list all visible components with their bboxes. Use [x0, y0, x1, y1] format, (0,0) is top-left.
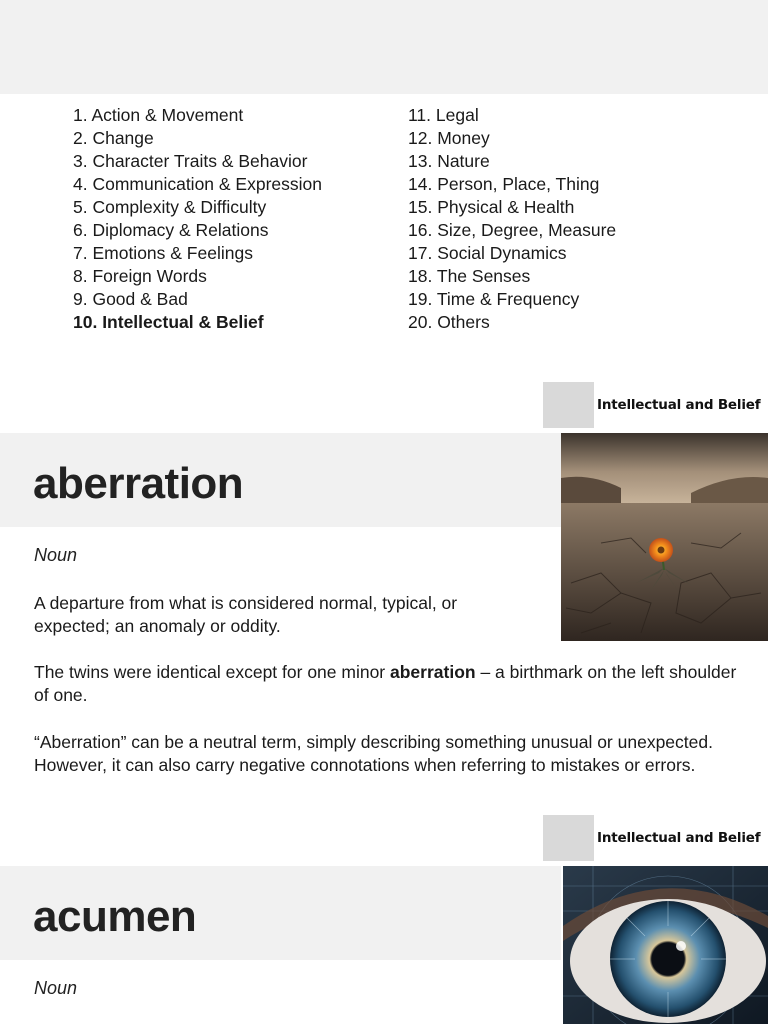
- definition-text: A departure from what is considered normal, typical, or expected; an anomaly or oddity.: [34, 593, 458, 636]
- category-tag: [543, 382, 768, 428]
- part-of-speech: Noun: [34, 545, 78, 565]
- category-tag-label: Intellectual and Belief: [597, 397, 761, 413]
- category-link[interactable]: 20. Others: [408, 312, 490, 332]
- category-link[interactable]: 12. Money: [408, 128, 490, 148]
- category-link[interactable]: 9. Good & Bad: [73, 289, 188, 309]
- category-link[interactable]: 7. Emotions & Feelings: [73, 243, 253, 263]
- eye-illustration: [563, 866, 768, 1024]
- entry-word-title: acumen: [33, 892, 197, 941]
- category-tag: [543, 815, 768, 861]
- category-link[interactable]: 13. Nature: [408, 151, 490, 171]
- example-text-before: The twins were identical except for one minor: [34, 662, 390, 682]
- category-link[interactable]: 19. Time & Frequency: [408, 289, 580, 309]
- entry-word-title: aberration: [33, 459, 244, 508]
- category-list-right: [408, 104, 616, 334]
- category-link[interactable]: 1. Action & Movement: [73, 105, 244, 125]
- category-link[interactable]: 8. Foreign Words: [73, 266, 207, 286]
- example-text-after: – a birthmark on the left shoulder of one.: [34, 662, 737, 705]
- category-link[interactable]: 18. The Senses: [408, 266, 531, 286]
- category-link[interactable]: 11. Legal: [408, 105, 479, 125]
- top-header-bar: [0, 0, 768, 94]
- category-link[interactable]: 6. Diplomacy & Relations: [73, 220, 269, 240]
- desert-flower-illustration: [561, 433, 768, 641]
- category-link[interactable]: 15. Physical & Health: [408, 197, 575, 217]
- category-link[interactable]: 14. Person, Place, Thing: [408, 174, 600, 194]
- category-link[interactable]: 5. Complexity & Difficulty: [73, 197, 267, 217]
- category-thumbnail: [543, 382, 594, 428]
- category-link[interactable]: 3. Character Traits & Behavior: [73, 151, 308, 171]
- category-link[interactable]: 2. Change: [73, 128, 154, 148]
- example-sentence: [34, 661, 739, 707]
- category-list-left: [73, 104, 322, 334]
- category-link-active[interactable]: 10. Intellectual & Belief: [73, 312, 264, 332]
- category-thumbnail: [543, 815, 594, 861]
- part-of-speech: Noun: [34, 978, 78, 998]
- word-header-band: [0, 866, 561, 960]
- category-link[interactable]: 16. Size, Degree, Measure: [408, 220, 617, 240]
- word-header-band: [0, 433, 561, 527]
- usage-note: “Aberration” can be a neutral term, simply describing something unusual or unexpected. However, it can also carry negative connotations when referring to mistakes or errors.: [34, 732, 713, 775]
- category-tag-label: Intellectual and Belief: [597, 830, 761, 846]
- example-highlight-word: aberration: [390, 662, 476, 682]
- category-link[interactable]: 17. Social Dynamics: [408, 243, 567, 263]
- category-link[interactable]: 4. Communication & Expression: [73, 174, 322, 194]
